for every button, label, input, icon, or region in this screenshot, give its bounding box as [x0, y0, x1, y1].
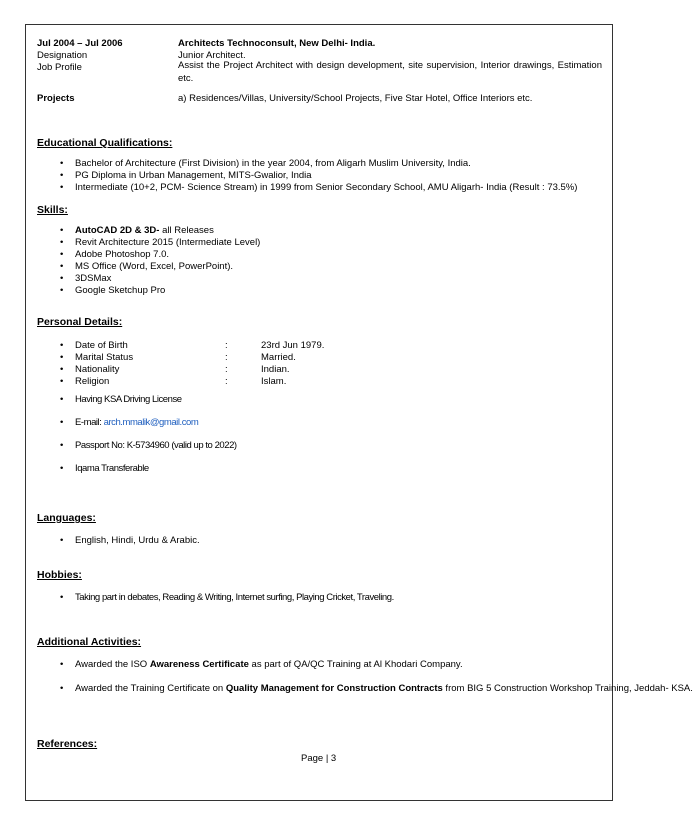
list-item: • Having KSA Driving License [60, 394, 182, 406]
personal-label: Date of Birth [75, 340, 128, 351]
personal-row [60, 352, 360, 364]
list-item [60, 683, 693, 695]
personal-row [60, 376, 360, 388]
list-item: • Adobe Photoshop 7.0. [60, 249, 260, 261]
personal-license [60, 394, 182, 406]
education-heading: Educational Qualifications: [37, 137, 173, 149]
personal-value: 23rd Jun 1979. [261, 340, 325, 351]
personal-iqama [60, 463, 149, 475]
skills-list [60, 225, 260, 297]
personal-passport [60, 440, 237, 452]
list-item: • MS Office (Word, Excel, PowerPoint). [60, 261, 260, 273]
personal-sep: : [225, 364, 228, 375]
personal-value: Married. [261, 352, 296, 363]
list-item: • Intermediate (10+2, PCM- Science Stream) in 1999 from Senior Secondary School, AMU Aligarh- India (Result : 73.5%) [60, 182, 577, 194]
hobbies-list [60, 592, 394, 604]
list-item: • English, Hindi, Urdu & Arabic. [60, 535, 200, 547]
skills-heading: Skills: [37, 204, 68, 216]
list-item: • Revit Architecture 2015 (Intermediate Level) [60, 237, 260, 249]
list-item [60, 659, 603, 671]
activities-heading: Additional Activities: [37, 636, 142, 648]
list-item: • Iqama Transferable [60, 463, 149, 475]
list-item: • 3DSMax [60, 273, 260, 285]
activity-text: from BIG 5 Construction Workshop Training, Jeddah- KSA. [442, 683, 693, 694]
list-item [60, 417, 198, 429]
list-item: • Bachelor of Architecture (First Division) in the year 2004, from Aligarh Muslim University, India. [60, 158, 577, 170]
languages-list [60, 535, 200, 547]
personal-label: Nationality [75, 364, 120, 375]
email-link[interactable]: arch.mmalik@gmail.com [103, 417, 199, 428]
references-heading: References: [37, 738, 98, 750]
designation-label: Designation [37, 50, 88, 61]
activity-text: Awarded the Training Certificate on [75, 683, 226, 694]
activities-list [60, 659, 693, 695]
designation-value: Junior Architect. [178, 50, 246, 61]
projects-label: Projects [37, 93, 75, 104]
hobbies-heading: Hobbies: [37, 569, 82, 581]
skill-bold: AutoCAD 2D & 3D- [75, 225, 160, 236]
personal-email [60, 417, 198, 429]
skill-rest: all Releases [159, 225, 214, 236]
job-profile-label: Job Profile [37, 62, 82, 73]
personal-heading: Personal Details: [37, 316, 123, 328]
experience-company: Architects Technoconsult, New Delhi- India. [178, 38, 376, 49]
personal-sep: : [225, 352, 228, 363]
personal-label: Religion [75, 376, 110, 387]
projects-value: a) Residences/Villas, University/School Projects, Five Star Hotel, Office Interiors etc. [178, 93, 533, 104]
activity-bold: Quality Management for Construction Contracts [225, 683, 443, 694]
list-item: • Passport No: K-5734960 (valid up to 2022) [60, 440, 237, 452]
page-number: Page | 3 [301, 753, 337, 764]
personal-sep: : [225, 376, 228, 387]
list-item: • Google Sketchup Pro [60, 285, 260, 297]
activity-text: Awarded the ISO [75, 659, 150, 670]
personal-row [60, 364, 360, 376]
personal-row [60, 340, 360, 352]
experience-period: Jul 2004 – Jul 2006 [37, 38, 123, 49]
job-profile-value: Assist the Project Architect with design development, site supervision, Interior drawings, Estimation etc. [178, 60, 602, 84]
list-item: • PG Diploma in Urban Management, MITS-Gwalior, India [60, 170, 577, 182]
activity-text: as part of QA/QC Training at Al Khodari Company. [248, 659, 463, 670]
personal-list [60, 340, 360, 388]
list-item [60, 225, 260, 237]
personal-label: Marital Status [75, 352, 134, 363]
personal-value: Islam. [261, 376, 287, 387]
personal-sep: : [225, 340, 228, 351]
personal-value: Indian. [261, 364, 290, 375]
education-list [60, 158, 577, 194]
languages-heading: Languages: [37, 512, 96, 524]
activity-bold: Awareness Certificate [149, 659, 249, 670]
email-label: E-mail: [75, 417, 104, 428]
list-item: • Taking part in debates, Reading & Writing, Internet surfing, Playing Cricket, Traveling. [60, 592, 394, 604]
